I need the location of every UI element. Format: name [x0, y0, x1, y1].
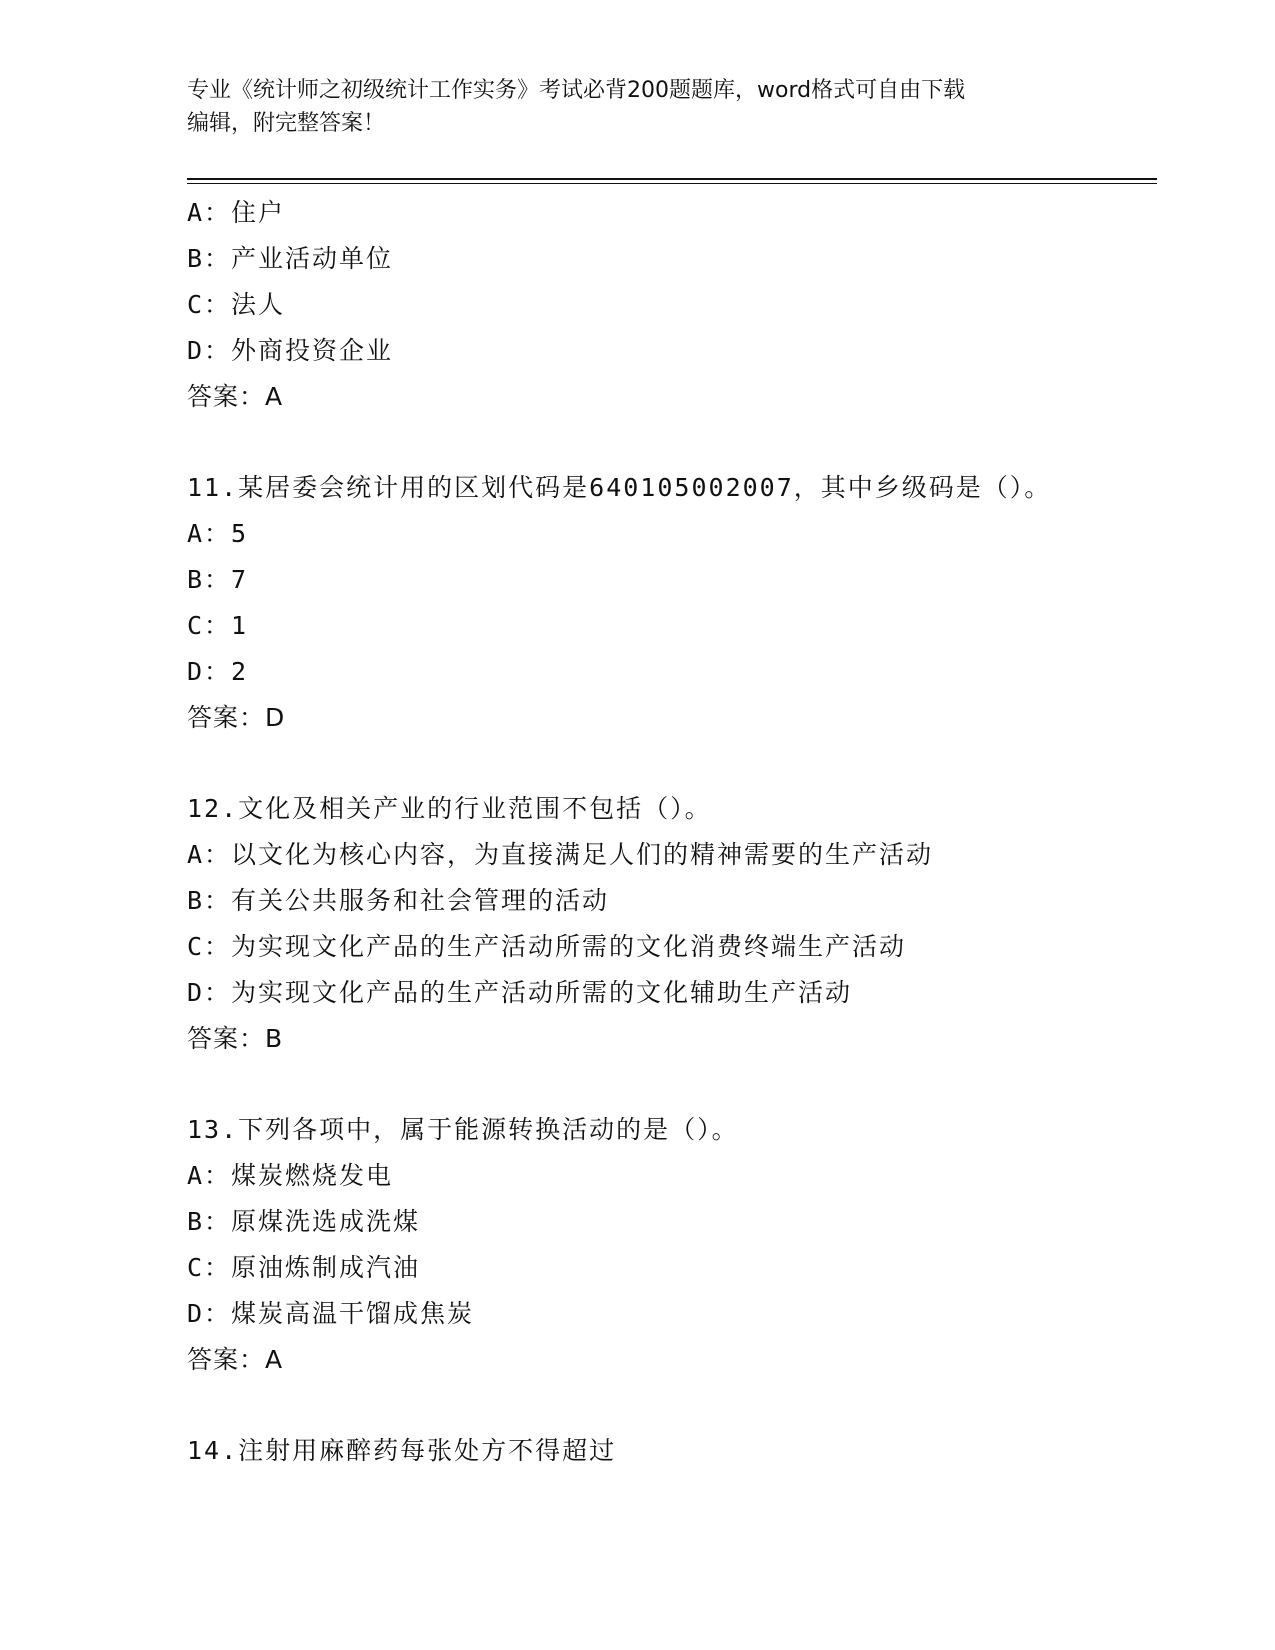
question-block-14	[187, 1428, 1187, 1474]
option-c: C：原油炼制成汽油	[187, 1253, 421, 1282]
option-c: C：法人	[187, 290, 286, 319]
spacer	[187, 420, 1187, 465]
question-block-12	[187, 786, 1187, 1062]
option-b: B：原煤洗选成洗煤	[187, 1207, 421, 1236]
answer-line: 答案：D	[187, 703, 286, 732]
answer-line: 答案：A	[187, 382, 284, 411]
answer-line: 答案：B	[187, 1024, 284, 1053]
option-d: D：外商投资企业	[187, 336, 394, 365]
question-list	[187, 190, 1187, 1474]
option-b: B：产业活动单位	[187, 244, 394, 273]
option-d: D：2	[187, 657, 249, 686]
spacer	[187, 1062, 1187, 1107]
option-a: A：煤炭燃烧发电	[187, 1161, 394, 1190]
question-text: 13.下列各项中，属于能源转换活动的是（）。	[187, 1115, 739, 1144]
option-b: B：7	[187, 565, 249, 594]
option-c: C：1	[187, 611, 249, 640]
question-text: 14.注射用麻醉药每张处方不得超过	[187, 1436, 617, 1465]
spacer	[187, 741, 1187, 786]
header-line-2: 编辑，附完整答案！	[187, 111, 386, 136]
header-line-1: 专业《统计师之初级统计工作实务》考试必背200题题库，word格式可自由下载	[187, 78, 966, 103]
document-header	[187, 74, 1067, 140]
option-c: C：为实现文化产品的生产活动所需的文化消费终端生产活动	[187, 932, 907, 961]
question-block-13	[187, 1107, 1187, 1383]
option-a: A：以文化为核心内容，为直接满足人们的精神需要的生产活动	[187, 840, 934, 869]
option-a: A：5	[187, 519, 249, 548]
answer-line: 答案：A	[187, 1345, 284, 1374]
header-rule-thin	[187, 183, 1157, 184]
question-block-10	[187, 190, 1187, 420]
option-d: D：为实现文化产品的生产活动所需的文化辅助生产活动	[187, 978, 853, 1007]
spacer	[187, 1383, 1187, 1428]
option-d: D：煤炭高温干馏成焦炭	[187, 1299, 475, 1328]
option-b: B：有关公共服务和社会管理的活动	[187, 886, 610, 915]
option-a: A：住户	[187, 198, 286, 227]
header-rule-thick	[187, 178, 1157, 180]
question-block-11	[187, 465, 1187, 741]
question-text: 11.某居委会统计用的区划代码是640105002007，其中乡级码是（）。	[187, 473, 1052, 502]
question-text: 12.文化及相关产业的行业范围不包括（）。	[187, 794, 712, 823]
